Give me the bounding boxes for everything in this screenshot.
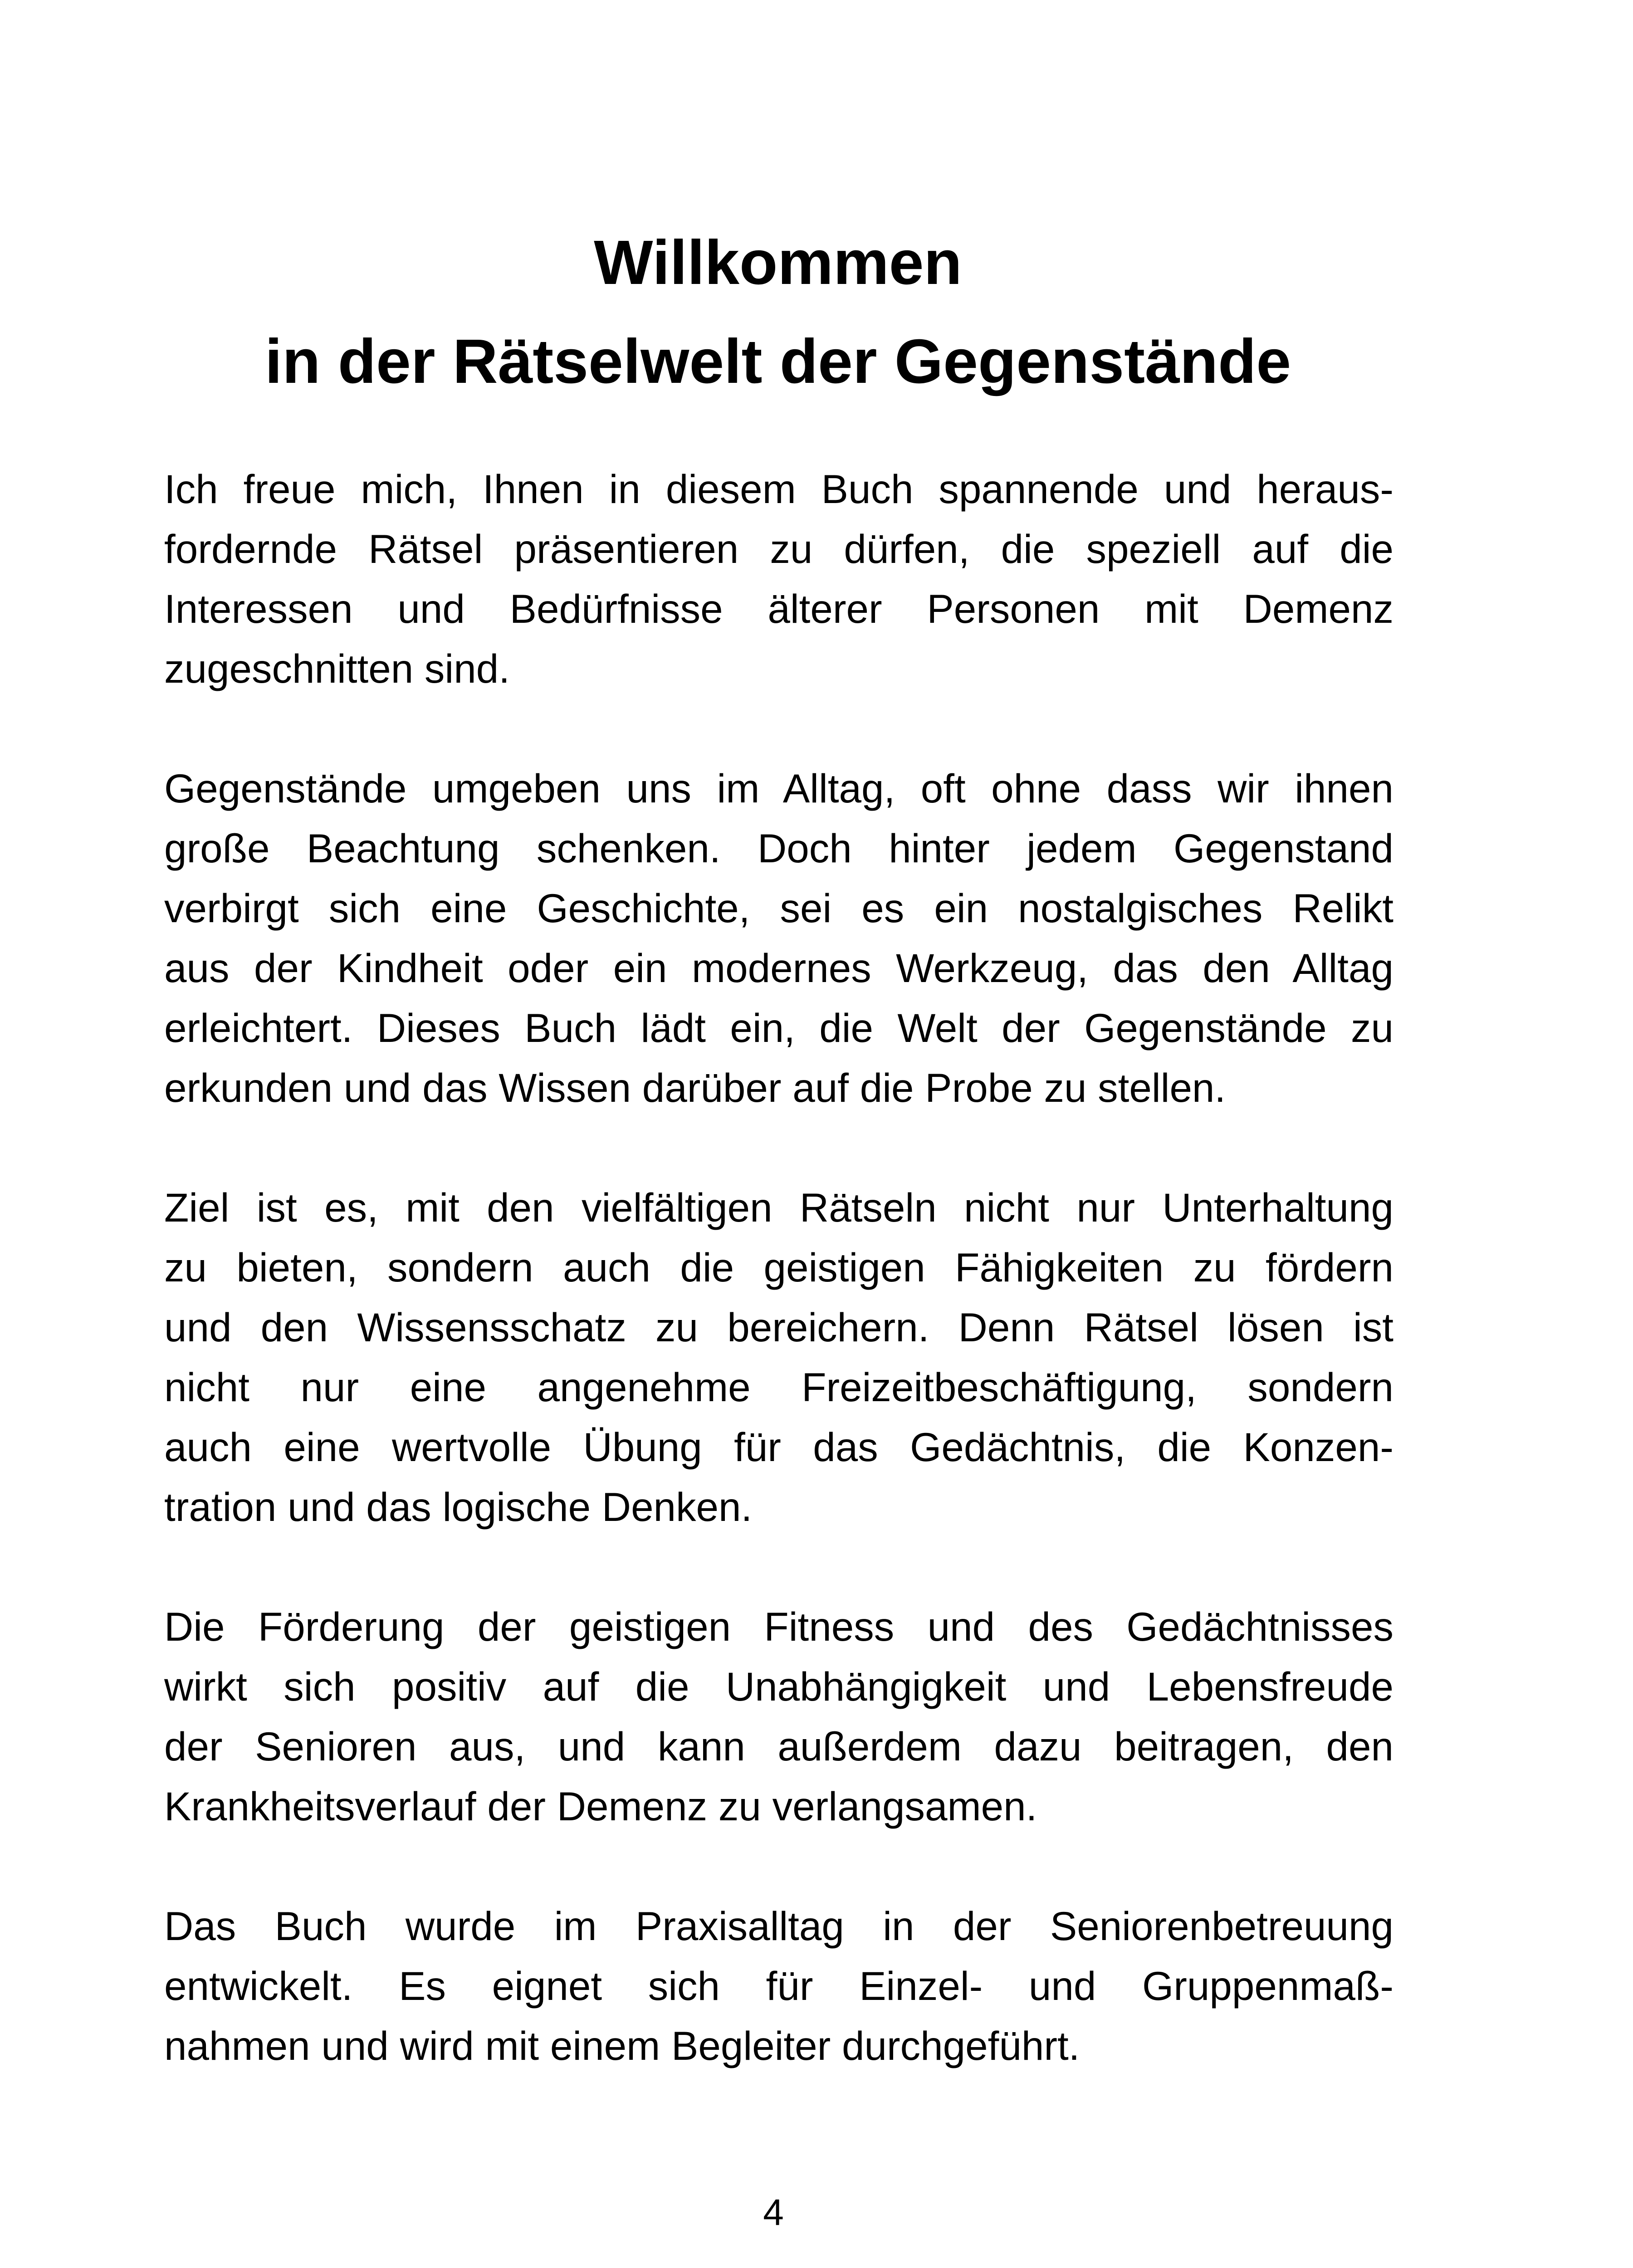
paragraph-3 (164, 1178, 1393, 1537)
text-line: tration und das logische Denken. (164, 1484, 753, 1530)
page-title (0, 213, 1556, 411)
paragraph-1 (164, 459, 1393, 699)
text-line: Ziel ist es, mit den vielfältigen Rätseln nicht nur Unterhaltung (164, 1185, 1393, 1230)
paragraph-2 (164, 758, 1393, 1118)
text-line: auch eine wertvolle Übung für das Gedächtnis, die Konzen- (164, 1424, 1393, 1470)
text-line: zugeschnitten sind. (164, 646, 510, 691)
paragraph-5 (164, 1896, 1393, 2076)
text-line: zu bieten, sondern auch die geistigen Fähigkeiten zu fördern (164, 1245, 1393, 1290)
text-line: erleichtert. Dieses Buch lädt ein, die Welt der Gegenstände zu (164, 1005, 1393, 1051)
text-line: verbirgt sich eine Geschichte, sei es ein nostalgisches Relikt (164, 885, 1393, 931)
body-text (164, 459, 1393, 2136)
text-line: nahmen und wird mit einem Begleiter durchgeführt. (164, 2023, 1080, 2068)
text-line: große Beachtung schenken. Doch hinter jedem Gegenstand (164, 826, 1393, 871)
text-line: nicht nur eine angenehme Freizeitbeschäftigung, sondern (164, 1364, 1393, 1410)
text-line: Interessen und Bedürfnisse älterer Personen mit Demenz (164, 586, 1393, 631)
text-line: Ich freue mich, Ihnen in diesem Buch spannende und heraus- (164, 466, 1393, 512)
title-line-2: in der Rätselwelt der Gegenstände (264, 327, 1291, 396)
text-line: fordernde Rätsel präsentieren zu dürfen, die speziell auf die (164, 526, 1393, 572)
text-line: Das Buch wurde im Praxisalltag in der Seniorenbetreuung (164, 1903, 1393, 1949)
text-line: und den Wissensschatz zu bereichern. Denn Rätsel lösen ist (164, 1305, 1393, 1350)
text-line: der Senioren aus, und kann außerdem dazu beitragen, den (164, 1724, 1393, 1769)
text-line: Gegenstände umgeben uns im Alltag, oft ohne dass wir ihnen (164, 766, 1393, 811)
title-line-1: Willkommen (594, 228, 962, 298)
text-line: Die Förderung der geistigen Fitness und des Gedächtnisses (164, 1604, 1393, 1649)
text-line: entwickelt. Es eignet sich für Einzel- und Gruppenmaß- (164, 1963, 1393, 2009)
paragraph-4 (164, 1597, 1393, 1836)
text-line: wirkt sich positiv auf die Unabhängigkeit und Lebensfreude (164, 1664, 1393, 1709)
page-number: 4 (763, 2192, 784, 2233)
text-line: erkunden und das Wissen darüber auf die Probe zu stellen. (164, 1065, 1226, 1110)
text-line: Krankheitsverlauf der Demenz zu verlangsamen. (164, 1784, 1037, 1829)
text-line: aus der Kindheit oder ein modernes Werkzeug, das den Alltag (164, 945, 1393, 991)
